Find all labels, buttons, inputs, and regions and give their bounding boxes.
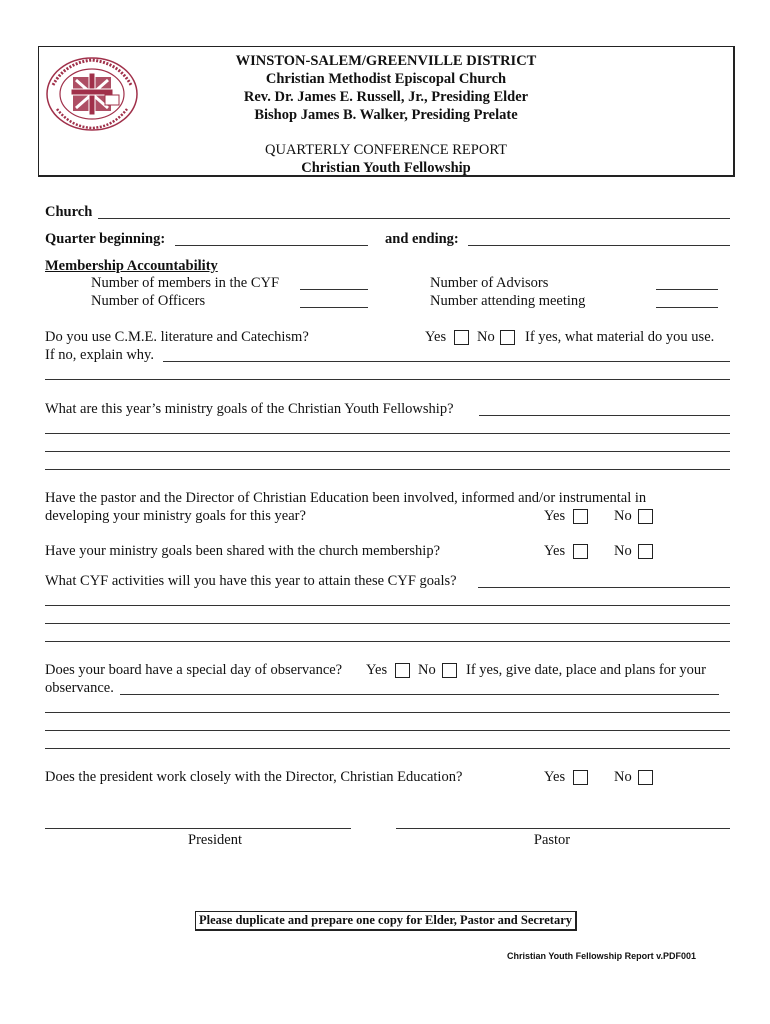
pastor-yes-label: Yes <box>544 508 566 524</box>
quarter-ending-field[interactable] <box>468 245 730 246</box>
president-yes-label: Yes <box>544 769 566 785</box>
advisors-label: Number of Advisors <box>430 275 549 291</box>
goals-field-line2[interactable] <box>45 433 730 434</box>
quarter-beginning-label: Quarter beginning: <box>45 231 166 247</box>
cme-followup: If yes, what material do you use. <box>525 329 715 345</box>
shared-no-label: No <box>614 543 632 559</box>
activities-field[interactable] <box>478 587 730 588</box>
cme-yes-label: Yes <box>425 329 447 345</box>
goals-field-line3[interactable] <box>45 451 730 452</box>
goals-field[interactable] <box>479 415 730 416</box>
pastor-no-label: No <box>614 508 632 524</box>
shared-question: Have your ministry goals been shared with the church membership? <box>45 543 441 559</box>
president-signature-line[interactable] <box>45 828 351 829</box>
church-label: Church <box>45 204 93 220</box>
members-cyf-field[interactable] <box>300 289 368 290</box>
goals-field-line4[interactable] <box>45 469 730 470</box>
observance-label: observance. <box>45 680 114 696</box>
goals-question: What are this year’s ministry goals of the Christian Youth Fellowship? <box>45 401 454 417</box>
pastor-yes-checkbox[interactable] <box>573 509 588 524</box>
activities-field-line3[interactable] <box>45 623 730 624</box>
president-question: Does the president work closely with the Director, Christian Education? <box>45 769 463 785</box>
report-title: QUARTERLY CONFERENCE REPORT <box>265 142 507 158</box>
activities-question: What CYF activities will you have this year to attain these CYF goals? <box>45 573 457 589</box>
quarter-beginning-field[interactable] <box>175 245 368 246</box>
pastor-question-line1: Have the pastor and the Director of Christian Education been involved, informed and/or instrumental in <box>45 490 647 506</box>
explain-label: If no, explain why. <box>45 347 154 363</box>
presiding-prelate: Bishop James B. Walker, Presiding Prelate <box>254 107 518 123</box>
observance-field[interactable] <box>120 694 719 695</box>
shared-no-checkbox[interactable] <box>638 544 653 559</box>
pastor-signature-label: Pastor <box>533 832 571 848</box>
activities-field-line4[interactable] <box>45 641 730 642</box>
president-no-checkbox[interactable] <box>638 770 653 785</box>
observance-followup: If yes, give date, place and plans for your <box>466 662 706 678</box>
cme-yes-checkbox[interactable] <box>454 330 469 345</box>
cme-question: Do you use C.M.E. literature and Catechism? <box>45 329 309 345</box>
observance-no-label: No <box>418 662 436 678</box>
president-no-label: No <box>614 769 632 785</box>
church-field[interactable] <box>98 218 730 219</box>
shared-yes-label: Yes <box>544 543 566 559</box>
cme-no-label: No <box>477 329 495 345</box>
observance-yes-label: Yes <box>366 662 388 678</box>
cme-no-checkbox[interactable] <box>500 330 515 345</box>
pastor-question-line2: developing your ministry goals for this year? <box>45 508 306 524</box>
officers-field[interactable] <box>300 307 368 308</box>
observance-no-checkbox[interactable] <box>442 663 457 678</box>
explain-field[interactable] <box>163 361 730 362</box>
report-subtitle: Christian Youth Fellowship <box>301 160 471 176</box>
observance-yes-checkbox[interactable] <box>395 663 410 678</box>
pastor-signature-line[interactable] <box>396 828 730 829</box>
president-signature-label: President <box>188 832 242 848</box>
header-box <box>38 46 735 177</box>
form-id: Christian Youth Fellowship Report v.PDF001 <box>507 951 697 961</box>
pastor-no-checkbox[interactable] <box>638 509 653 524</box>
attending-field[interactable] <box>656 307 718 308</box>
activities-field-line2[interactable] <box>45 605 730 606</box>
advisors-field[interactable] <box>656 289 718 290</box>
membership-heading: Membership Accountability <box>45 258 218 274</box>
observance-field-line4[interactable] <box>45 748 730 749</box>
explain-field-line2[interactable] <box>45 379 730 380</box>
and-ending-label: and ending: <box>385 231 459 247</box>
shared-yes-checkbox[interactable] <box>573 544 588 559</box>
district-title: WINSTON-SALEM/GREENVILLE DISTRICT <box>235 53 537 69</box>
observance-question: Does your board have a special day of observance? <box>45 662 343 678</box>
president-yes-checkbox[interactable] <box>573 770 588 785</box>
observance-field-line3[interactable] <box>45 730 730 731</box>
church-name: Christian Methodist Episcopal Church <box>265 71 507 87</box>
duplicate-notice: Please duplicate and prepare one copy for Elder, Pastor and Secretary <box>195 911 577 931</box>
members-cyf-label: Number of members in the CYF <box>91 275 280 291</box>
attending-label: Number attending meeting <box>430 293 586 309</box>
presiding-elder: Rev. Dr. James E. Russell, Jr., Presiding Elder <box>243 89 529 105</box>
officers-label: Number of Officers <box>91 293 206 309</box>
observance-field-line2[interactable] <box>45 712 730 713</box>
